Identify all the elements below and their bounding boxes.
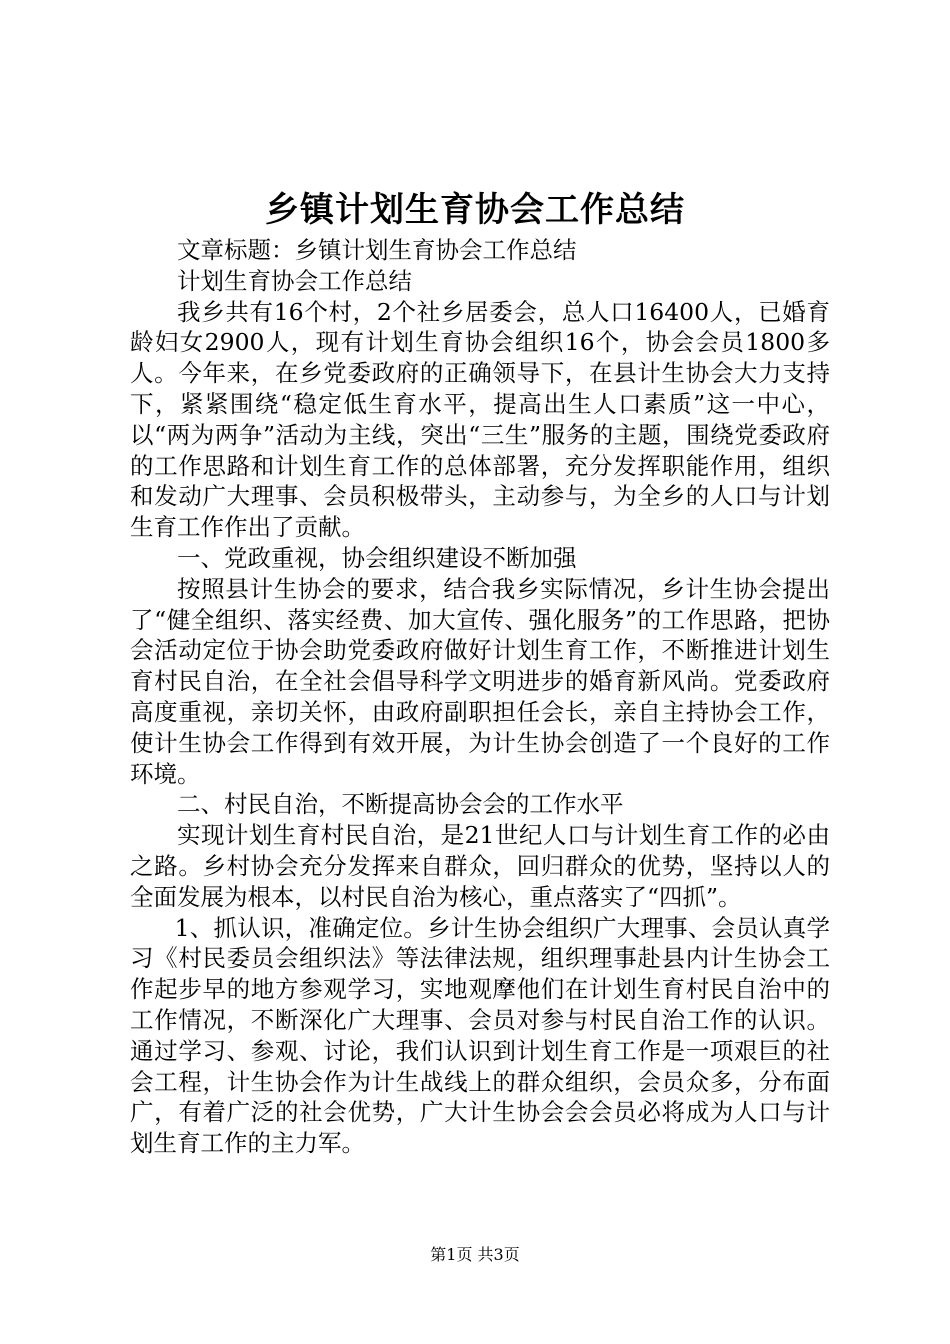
item-1-paragraph: 1、抓认识，准确定位。乡计生协会组织广大理事、会员认真学习《村民委员会组织法》等法律法规，组织理事赴县内计生协会工作起步早的地方参观学习，实地观摩他们在计划生育村民自治中的工作情况，不断深化广大理事、会员对参与村民自治工作的认识。通过学习、参观、讨论，我们认识到计划生育工作是一项艰巨的社会工程，计生协会作为计生战线上的群众组织，会员众多，分布面广，有着广泛的社会优势，广大计生协会会会员必将成为人口与计划生育工作的主力军。 [130, 913, 830, 1158]
intro-paragraph: 我乡共有16个村，2个社乡居委会，总人口16400人，已婚育龄妇女2900人，现有计划生育协会组织16个，协会会员1800多人。今年来，在乡党委政府的正确领导下，在县计生协会大力支持下，紧紧围绕“稳定低生育水平，提高出生人口素质”这一中心，以“两为两争”活动为主线，突出“三生”服务的主题，围绕党委政府的工作思路和计划生育工作的总体部署，充分发挥职能作用，组织和发动广大理事、会员积极带头，主动参与，为全乡的人口与计划生育工作作出了贡献。 [130, 297, 830, 542]
section-1-paragraph: 按照县计生协会的要求，结合我乡实际情况，乡计生协会提出了“健全组织、落实经费、加大宣传、强化服务”的工作思路，把协会活动定位于协会助党委政府做好计划生育工作，不断推进计划生育村民自治，在全社会倡导科学文明进步的婚育新风尚。党委政府高度重视，亲切关怀，由政府副职担任会长，亲自主持协会工作，使计生协会工作得到有效开展，为计生协会创造了一个良好的工作环境。 [130, 574, 830, 788]
subtitle-line: 计划生育协会工作总结 [177, 266, 412, 295]
document-body [130, 235, 830, 1159]
section-2-paragraph: 实现计划生育村民自治，是21世纪人口与计划生育工作的必由之路。乡村协会充分发挥来自群众，回归群众的优势，坚持以人的全面发展为根本，以村民自治为核心，重点落实了“四抓”。 [130, 821, 830, 911]
article-title-line: 文章标题：乡镇计划生育协会工作总结 [177, 236, 577, 264]
section-heading-2: 二、村民自治，不断提高协会会的工作水平 [177, 790, 624, 819]
page-footer: 第1页 共3页 [430, 1245, 520, 1264]
section-heading-1: 一、党政重视，协会组织建设不断加强 [177, 543, 577, 572]
document-title: 乡镇计划生育协会工作总结 [265, 190, 685, 230]
